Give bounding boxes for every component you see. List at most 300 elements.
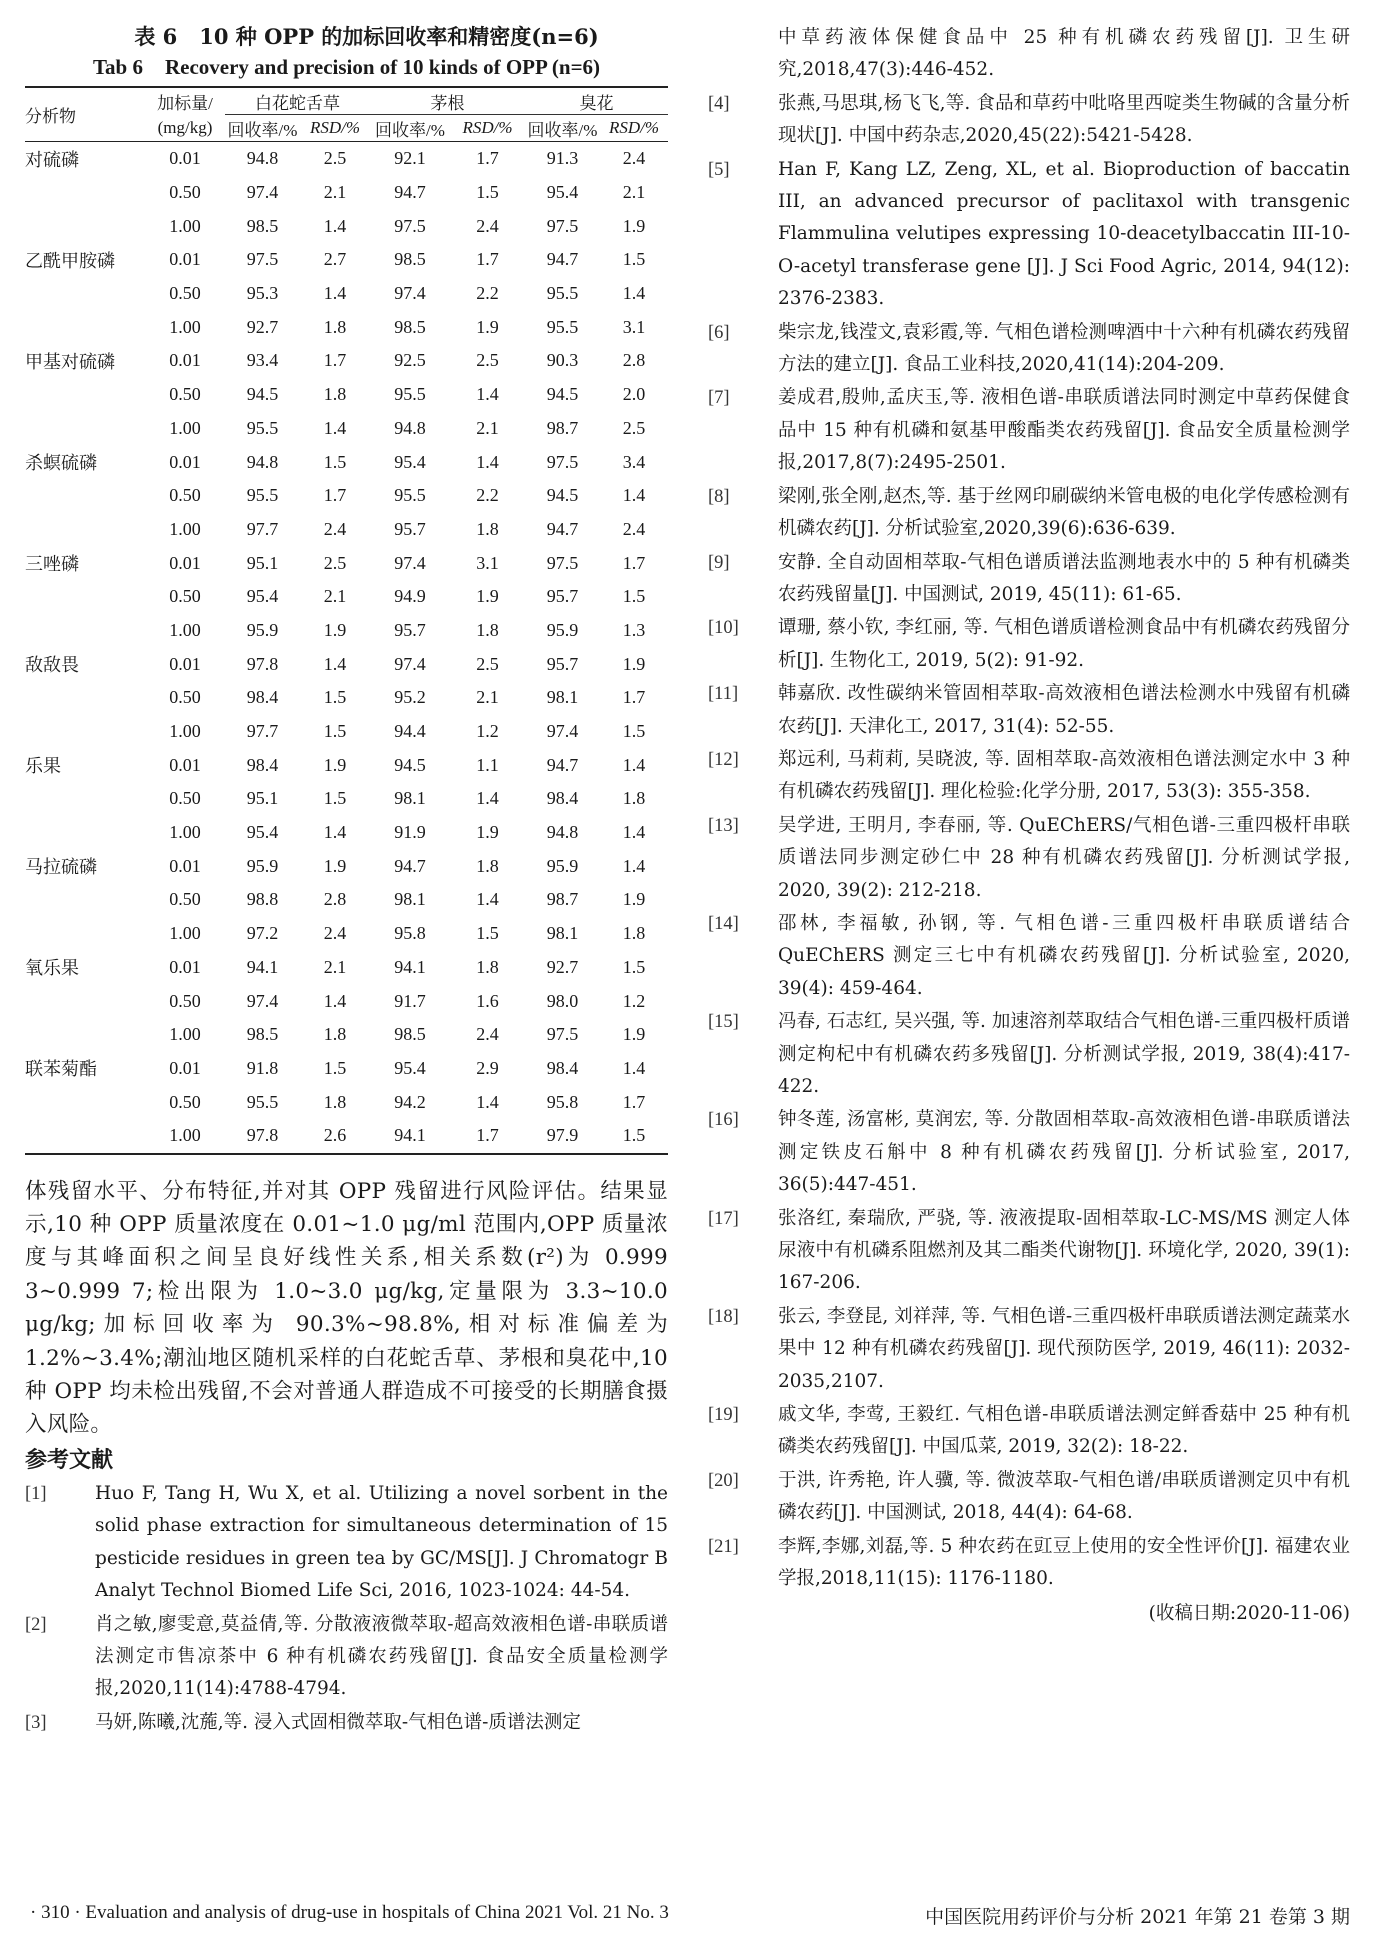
body-paragraph: 体残留水平、分布特征,并对其 OPP 残留进行风险评估。结果显示,10 种 OPP 质量浓度在 0.01~1.0 μg/ml 范围内,OPP 质量浓度与其峰面积之间呈良好线性关系,相关系数(r²)为 0.999 3~0.999 7;检出限为 1.0~3.0 μg/kg,定量限为 3.3~10.0 μg/kg;加标回收率为 90.3%~98.8%,相对标准偏差为 1.2%~3.4%;潮汕地区随机采样的白花蛇舌草、茅根和臭花中,10 种 OPP 均未检出残留,不会对普通人群造成不可接受的长期膳食摄入风险。: [25, 1178, 668, 1438]
rsd-cell: 1.8: [622, 923, 646, 944]
header-recovery: 回收率/%: [370, 115, 450, 142]
reference-item: [708, 1104, 1350, 1201]
recovery-cell: 98.4: [246, 687, 279, 708]
spike-cell: 0.50: [169, 1091, 201, 1112]
analyte-cell: [25, 1119, 145, 1154]
spike-cell: 1.00: [169, 1024, 201, 1045]
analyte-cell: [25, 1018, 145, 1052]
recovery-cell: 92.7: [246, 316, 279, 337]
table-row: [25, 782, 668, 816]
reference-number: [10]: [708, 618, 739, 639]
recovery-cell: 94.8: [246, 451, 279, 472]
rsd-cell: 1.5: [323, 687, 347, 708]
header-analyte: 分析物: [25, 87, 145, 142]
header-group-3: 臭花: [525, 87, 668, 115]
spike-cell: 0.50: [169, 788, 201, 809]
recovery-cell: 94.7: [546, 754, 579, 775]
recovery-cell: 92.1: [394, 148, 426, 169]
spike-cell: 0.01: [169, 552, 201, 573]
table-row: [25, 614, 668, 648]
analyte-cell: 敌敌畏: [25, 655, 79, 676]
recovery-cell: 94.7: [394, 855, 426, 876]
rsd-cell: 1.8: [323, 384, 347, 405]
recovery-cell: 95.8: [394, 923, 426, 944]
reference-text: Huo F, Tang H, Wu X, et al. Utilizing a novel sorbent in the solid phase extraction for simultaneous determination of 15 pesticide residues in green tea by GC/MS[J]. J Chromatogr B Analyt Technol Biomed Life Sci, 2016, 1023-1024: 44-54.: [95, 1482, 668, 1602]
rsd-cell: 1.5: [622, 586, 646, 607]
header-rsd: RSD/%: [600, 115, 668, 142]
reference-number: [3]: [25, 1712, 47, 1733]
header-group-1: 白花蛇舌草: [225, 87, 370, 115]
rsd-cell: 1.4: [323, 283, 347, 304]
reference-text: 梁刚,张全刚,赵杰,等. 基于丝网印刷碳纳米管电极的电化学传感检测有机磷农药[J]. 分析试验室,2020,39(6):636-639.: [778, 485, 1350, 540]
rsd-cell: 1.4: [476, 788, 499, 809]
rsd-cell: 1.4: [622, 754, 646, 775]
spike-cell: 1.00: [169, 215, 201, 236]
reference-text: 姜成君,殷帅,孟庆玉,等. 液相色谱-串联质谱法同时测定中草药保健食品中 15 种有机磷和氨基甲酸酯类农药残留[J]. 食品安全质量检测学报,2017,8(7):2495-2501.: [778, 387, 1350, 474]
spike-cell: 0.01: [169, 754, 201, 775]
table-row: [25, 310, 668, 344]
recovery-cell: 94.7: [546, 249, 579, 270]
table-row: [25, 546, 668, 580]
recovery-cell: 94.1: [394, 956, 426, 977]
analyte-cell: [25, 378, 145, 412]
reference-item: [708, 1006, 1350, 1103]
reference-text: 柴宗龙,钱滢文,袁彩霞,等. 气相色谱检测啤酒中十六种有机磷农药残留方法的建立[J]. 食品工业科技,2020,41(14):204-209.: [778, 321, 1350, 376]
rsd-cell: 1.7: [622, 1091, 646, 1112]
recovery-cell: 94.8: [394, 417, 426, 438]
rsd-cell: 1.5: [622, 249, 646, 270]
table-body: [25, 142, 668, 1154]
rsd-cell: 1.4: [622, 822, 646, 843]
recovery-cell: 91.8: [246, 1057, 279, 1078]
recovery-cell: 95.4: [246, 822, 279, 843]
rsd-cell: 1.9: [323, 754, 347, 775]
reference-number: [20]: [708, 1470, 739, 1491]
rsd-cell: 2.8: [323, 889, 347, 910]
recovery-cell: 95.5: [546, 283, 579, 304]
rsd-cell: 3.1: [476, 552, 499, 573]
recovery-cell: 98.4: [546, 788, 579, 809]
recovery-cell: 97.4: [394, 552, 426, 573]
reference-number: [7]: [708, 388, 730, 409]
rsd-cell: 1.5: [622, 721, 646, 742]
analyte-cell: 联苯菊酯: [25, 1059, 97, 1080]
reference-text: 李辉,李娜,刘磊,等. 5 种农药在豇豆上使用的安全性评价[J]. 福建农业学报,2018,11(15): 1176-1180.: [778, 1535, 1350, 1590]
table-row: [25, 1085, 668, 1119]
table-row: [25, 1119, 668, 1154]
reference-text: 张洛红, 秦瑞欣, 严骁, 等. 液液提取-固相萃取-LC-MS/MS 测定人体尿液中有机磷系阻燃剂及其二酯类代谢物[J]. 环境化学, 2020, 39(1): 167-206.: [778, 1207, 1350, 1294]
rsd-cell: 2.5: [476, 350, 499, 371]
analyte-cell: [25, 479, 145, 513]
rsd-cell: 1.7: [476, 249, 499, 270]
table-row: [25, 883, 668, 917]
recovery-cell: 94.7: [394, 182, 426, 203]
reference-item: [708, 317, 1350, 382]
recovery-cell: 98.1: [394, 788, 426, 809]
table-row: [25, 445, 668, 479]
reference-item: [708, 1531, 1350, 1596]
recovery-cell: 95.7: [394, 619, 426, 640]
rsd-cell: 1.5: [323, 1057, 347, 1078]
rsd-cell: 1.7: [476, 148, 499, 169]
reference-item: [25, 1609, 668, 1706]
rsd-cell: 1.4: [323, 822, 347, 843]
reference-text: 张燕,马思琪,杨飞飞,等. 食品和草药中吡咯里西啶类生物碱的含量分析现状[J]. 中国中药杂志,2020,45(22):5421-5428.: [778, 92, 1350, 147]
reference-number: [12]: [708, 749, 739, 770]
reference-item: [25, 1707, 668, 1739]
reference-3-continuation: [708, 22, 1350, 87]
analyte-cell: [25, 984, 145, 1018]
reference-number: [14]: [708, 913, 739, 934]
header-recovery: 回收率/%: [225, 115, 300, 142]
reference-text: Han F, Kang LZ, Zeng, XL, et al. Bioproduction of baccatin III, an advanced precursor of paclitaxol with transgenic Flammulina velutipes expressing 10-deacetylbaccatin III-10-O-acetyl transferase gene [J]. J Sci Food Agric, 2014, 94(12): 2376-2383.: [778, 158, 1350, 310]
reference-number: [15]: [708, 1012, 739, 1033]
analyte-cell: [25, 681, 145, 715]
recovery-cell: 98.1: [546, 923, 579, 944]
rsd-cell: 2.4: [622, 148, 646, 169]
rsd-cell: 2.4: [476, 1024, 499, 1045]
spike-cell: 0.01: [169, 249, 201, 270]
rsd-cell: 1.4: [476, 1091, 499, 1112]
rsd-cell: 2.5: [622, 417, 646, 438]
reference-number: [16]: [708, 1110, 739, 1131]
spike-cell: 0.50: [169, 182, 201, 203]
table-row: [25, 849, 668, 883]
analyte-cell: 氧乐果: [25, 958, 79, 979]
recovery-cell: 97.5: [246, 249, 279, 270]
reference-number: [11]: [708, 684, 739, 705]
reference-item: [708, 1399, 1350, 1464]
recovery-cell: 97.4: [394, 653, 426, 674]
analyte-cell: [25, 917, 145, 951]
table-row: [25, 277, 668, 311]
rsd-cell: 2.5: [323, 552, 347, 573]
table-row: [25, 176, 668, 210]
rsd-cell: 1.8: [476, 619, 499, 640]
spike-cell: 0.50: [169, 384, 201, 405]
recovery-table: [25, 86, 668, 1155]
rsd-cell: 2.4: [323, 518, 347, 539]
recovery-cell: 95.5: [394, 384, 426, 405]
recovery-cell: 94.8: [546, 822, 579, 843]
reference-text: 谭珊, 蔡小钦, 李红丽, 等. 气相色谱质谱检测食品中有机磷农药残留分析[J]. 生物化工, 2019, 5(2): 91-92.: [778, 617, 1350, 671]
reference-text: 于洪, 许秀艳, 许人骥, 等. 微波萃取-气相色谱/串联质谱测定贝中有机磷农药[J]. 中国测试, 2018, 44(4): 64-68.: [778, 1469, 1350, 1524]
recovery-cell: 98.7: [546, 417, 579, 438]
reference-text: 韩嘉欣. 改性碳纳米管固相萃取-高效液相色谱法检测水中残留有机磷农药[J]. 天津化工, 2017, 31(4): 52-55.: [778, 683, 1350, 737]
rsd-cell: 1.4: [622, 1057, 646, 1078]
table-row: [25, 1018, 668, 1052]
recovery-cell: 95.7: [546, 586, 579, 607]
reference-text: 戚文华, 李莺, 王毅红. 气相色谱-串联质谱法测定鲜香菇中 25 种有机磷类农药残留[J]. 中国瓜菜, 2019, 32(2): 18-22.: [778, 1404, 1350, 1458]
table-row: [25, 142, 668, 176]
rsd-cell: 2.1: [323, 586, 347, 607]
recovery-cell: 94.5: [546, 384, 579, 405]
rsd-cell: 1.4: [622, 283, 646, 304]
analyte-cell: [25, 209, 145, 243]
rsd-cell: 1.5: [323, 721, 347, 742]
rsd-cell: 1.9: [622, 889, 646, 910]
spike-cell: 1.00: [145, 1119, 225, 1154]
table-row: [25, 917, 668, 951]
reference-text: 邵林, 李福敏, 孙钢, 等. 气相色谱-三重四极杆串联质谱结合 QuEChERS 测定三七中有机磷农药残留[J]. 分析试验室, 2020, 39(4): 459-464.: [778, 912, 1350, 999]
reference-number: [13]: [708, 815, 739, 836]
reference-number: [5]: [708, 159, 730, 180]
spike-cell: 0.01: [169, 956, 201, 977]
rsd-cell: 1.8: [476, 956, 499, 977]
rsd-cell: 1.4: [323, 990, 347, 1011]
recovery-cell: 97.7: [246, 721, 279, 742]
analyte-cell: [25, 883, 145, 917]
recovery-cell: 91.3: [546, 148, 579, 169]
spike-cell: 0.01: [169, 653, 201, 674]
recovery-cell: 97.4: [546, 721, 579, 742]
spike-cell: 0.50: [169, 990, 201, 1011]
table-row: [25, 1052, 668, 1086]
analyte-cell: [25, 816, 145, 850]
recovery-cell: 91.7: [394, 990, 426, 1011]
analyte-cell: 对硫磷: [25, 149, 79, 170]
recovery-cell: 92.7: [546, 956, 579, 977]
rsd-cell: 1.8: [476, 855, 499, 876]
reference-item: [708, 154, 1350, 316]
analyte-cell: [25, 1085, 145, 1119]
reference-item: [708, 1301, 1350, 1398]
recovery-cell: 95.3: [246, 283, 279, 304]
rsd-cell: 1.5: [476, 182, 499, 203]
reference-number: [19]: [708, 1405, 739, 1426]
rsd-cell: 2.4: [476, 215, 499, 236]
table-title-cn: 10 种 OPP 的加标回收率和精密度(n=6): [199, 24, 599, 49]
analyte-cell: [25, 715, 145, 749]
table-label-cn: 表 6: [134, 24, 178, 49]
recovery-cell: 97.5: [546, 215, 579, 236]
recovery-cell: 98.7: [546, 889, 579, 910]
rsd-cell: 1.4: [622, 485, 646, 506]
recovery-cell: 95.4: [246, 586, 279, 607]
reference-text: 张云, 李登昆, 刘祥萍, 等. 气相色谱-三重四极杆串联质谱法测定蔬菜水果中 12 种有机磷农药残留[J]. 现代预防医学, 2019, 46(11): 2032-2035,2107.: [778, 1305, 1350, 1392]
table-row: [25, 479, 668, 513]
recovery-cell: 94.2: [394, 1091, 426, 1112]
recovery-cell: 95.4: [394, 451, 426, 472]
reference-item: [708, 547, 1350, 612]
right-column: [708, 22, 1350, 1630]
spike-cell: 0.50: [169, 889, 201, 910]
reference-text: 马妍,陈曦,沈葹,等. 浸入式固相微萃取-气相色谱-质谱法测定: [95, 1711, 581, 1733]
rsd-cell: 1.8: [476, 518, 499, 539]
rsd-cell: 2.5: [476, 653, 499, 674]
recovery-cell: 90.3: [546, 350, 579, 371]
recovery-cell: 97.4: [246, 990, 279, 1011]
reference-number: [8]: [708, 486, 730, 507]
recovery-cell: 95.9: [246, 619, 279, 640]
rsd-cell: 2.1: [323, 956, 347, 977]
spike-cell: 0.50: [169, 687, 201, 708]
table-title-en: Recovery and precision of 10 kinds of OPP (n=6): [164, 55, 601, 79]
table-row: [25, 412, 668, 446]
footer-right: 中国医院用药评价与分析 2021 年第 21 卷第 3 期: [925, 1906, 1350, 1928]
analyte-cell: 杀螟硫磷: [25, 453, 97, 474]
analyte-cell: 甲基对硫磷: [25, 351, 115, 372]
recovery-cell: 95.5: [394, 485, 426, 506]
recovery-cell: 95.7: [546, 653, 579, 674]
footer-left: · 310 · Evaluation and analysis of drug-use in hospitals of China 2021 Vol. 21 No. 3: [30, 1902, 669, 1923]
header-spike-1: 加标量/: [145, 87, 225, 115]
recovery-cell: 95.5: [546, 316, 579, 337]
rsd-cell: 1.6: [476, 990, 499, 1011]
analyte-cell: 马拉硫磷: [25, 857, 97, 878]
rsd-cell: 1.7: [323, 485, 347, 506]
recovery-cell: 98.0: [546, 990, 579, 1011]
rsd-cell: 2.1: [622, 182, 646, 203]
rsd-cell: 1.7: [450, 1119, 525, 1154]
recovery-cell: 95.9: [246, 855, 279, 876]
rsd-cell: 2.5: [323, 148, 347, 169]
rsd-cell: 1.4: [476, 451, 499, 472]
recovery-cell: 97.8: [246, 653, 279, 674]
recovery-cell: 93.4: [246, 350, 279, 371]
spike-cell: 0.01: [169, 1057, 201, 1078]
recovery-cell: 94.5: [546, 485, 579, 506]
reference-number: [21]: [708, 1536, 739, 1557]
rsd-cell: 2.1: [323, 182, 347, 203]
rsd-cell: 1.9: [622, 1024, 646, 1045]
rsd-cell: 1.5: [323, 451, 347, 472]
rsd-cell: 1.8: [323, 1091, 347, 1112]
rsd-cell: 2.8: [622, 350, 646, 371]
analyte-cell: [25, 412, 145, 446]
header-rsd: RSD/%: [300, 115, 370, 142]
recovery-cell: 97.7: [246, 518, 279, 539]
rsd-cell: 1.9: [622, 215, 646, 236]
table-row: [25, 344, 668, 378]
rsd-cell: 2.1: [476, 687, 499, 708]
recovery-cell: 95.1: [246, 788, 279, 809]
analyte-cell: [25, 176, 145, 210]
table-row: [25, 580, 668, 614]
reference-text: 中草药液体保健食品中 25 种有机磷农药残留[J]. 卫生研究,2018,47(3):446-452.: [778, 27, 1350, 81]
reference-number: [4]: [708, 93, 730, 114]
rsd-cell: 1.4: [476, 889, 499, 910]
recovery-cell: 97.5: [546, 451, 579, 472]
spike-cell: 0.01: [169, 451, 201, 472]
table-caption-en: [25, 52, 668, 82]
recovery-cell: 94.1: [246, 956, 279, 977]
recovery-cell: 95.5: [246, 1091, 279, 1112]
reference-item: [708, 88, 1350, 153]
recovery-cell: 98.1: [394, 889, 426, 910]
rsd-cell: 1.4: [323, 215, 347, 236]
recovery-cell: 98.8: [246, 889, 279, 910]
reference-number: [2]: [25, 1614, 47, 1635]
references-list-left: [25, 1478, 668, 1739]
recovery-cell: 92.5: [394, 350, 426, 371]
reference-item: [708, 744, 1350, 809]
rsd-cell: 2.6: [300, 1119, 370, 1154]
recovery-cell: 98.4: [546, 1057, 579, 1078]
analyte-cell: [25, 513, 145, 547]
recovery-cell: 98.5: [394, 1024, 426, 1045]
spike-cell: 1.00: [169, 721, 201, 742]
table-caption-cn: [65, 22, 668, 52]
reference-item: [708, 612, 1350, 677]
recovery-cell: 94.8: [246, 148, 279, 169]
rsd-cell: 1.9: [622, 653, 646, 674]
header-recovery: 回收率/%: [525, 115, 600, 142]
rsd-cell: 1.9: [476, 316, 499, 337]
table-row: [25, 951, 668, 985]
rsd-cell: 3.1: [622, 316, 646, 337]
rsd-cell: 2.9: [476, 1057, 499, 1078]
recovery-cell: 94.5: [394, 754, 426, 775]
recovery-cell: 95.5: [246, 417, 279, 438]
reference-item: [708, 908, 1350, 1005]
analyte-cell: [25, 614, 145, 648]
reference-text: 安静. 全自动固相萃取-气相色谱质谱法监测地表水中的 5 种有机磷类农药残留量[J]. 中国测试, 2019, 45(11): 61-65.: [778, 551, 1350, 605]
rsd-cell: 2.0: [622, 384, 646, 405]
spike-cell: 1.00: [169, 316, 201, 337]
recovery-cell: 94.4: [394, 721, 426, 742]
recovery-cell: 98.5: [394, 316, 426, 337]
recovery-cell: 97.5: [546, 552, 579, 573]
reference-number: [17]: [708, 1208, 739, 1229]
rsd-cell: 1.8: [622, 788, 646, 809]
rsd-cell: 1.5: [622, 956, 646, 977]
recovery-cell: 98.5: [394, 249, 426, 270]
reference-number: [9]: [708, 552, 730, 573]
rsd-cell: 2.7: [323, 249, 347, 270]
spike-cell: 0.50: [169, 586, 201, 607]
recovery-cell: 94.7: [546, 518, 579, 539]
spike-cell: 0.01: [169, 855, 201, 876]
rsd-cell: 1.7: [622, 687, 646, 708]
analyte-cell: 乐果: [25, 756, 61, 777]
reference-number: [1]: [25, 1483, 47, 1504]
spike-cell: 1.00: [169, 923, 201, 944]
rsd-cell: 1.4: [323, 653, 347, 674]
reference-item: [708, 481, 1350, 546]
reference-text: 肖之敏,廖雯意,莫益倩,等. 分散液液微萃取-超高效液相色谱-串联质谱法测定市售凉茶中 6 种有机磷农药残留[J]. 食品安全质量检测学报,2020,11(14):4788-4794.: [95, 1613, 668, 1700]
table-label-en: Tab 6: [92, 55, 143, 79]
rsd-cell: 1.1: [476, 754, 499, 775]
reference-text: 吴学进, 王明月, 李春丽, 等. QuEChERS/气相色谱-三重四极杆串联质谱法同步测定砂仁中 28 种有机磷农药残留[J]. 分析测试学报, 2020, 39(2): 212-218.: [778, 814, 1350, 901]
recovery-cell: 97.8: [225, 1119, 300, 1154]
recovery-cell: 95.1: [246, 552, 279, 573]
spike-cell: 1.00: [169, 518, 201, 539]
reference-item: [708, 382, 1350, 479]
table-row: [25, 209, 668, 243]
table-row: [25, 513, 668, 547]
received-date: (收稿日期:2020-11-06): [1148, 1602, 1350, 1624]
recovery-cell: 95.9: [546, 619, 579, 640]
spike-cell: 0.50: [169, 485, 201, 506]
analyte-cell: [25, 782, 145, 816]
recovery-cell: 98.5: [246, 215, 279, 236]
rsd-cell: 1.7: [323, 350, 347, 371]
left-column: [25, 22, 668, 1740]
table-row: [25, 243, 668, 277]
table-row: [25, 984, 668, 1018]
recovery-cell: 98.1: [546, 687, 579, 708]
table-row: [25, 681, 668, 715]
rsd-cell: 1.9: [476, 586, 499, 607]
reference-number: [18]: [708, 1306, 739, 1327]
reference-item: [708, 810, 1350, 907]
recovery-cell: 95.4: [546, 182, 579, 203]
recovery-cell: 94.5: [246, 384, 279, 405]
recovery-cell: 91.9: [394, 822, 426, 843]
rsd-cell: 1.3: [622, 619, 646, 640]
reference-item: [708, 1465, 1350, 1530]
